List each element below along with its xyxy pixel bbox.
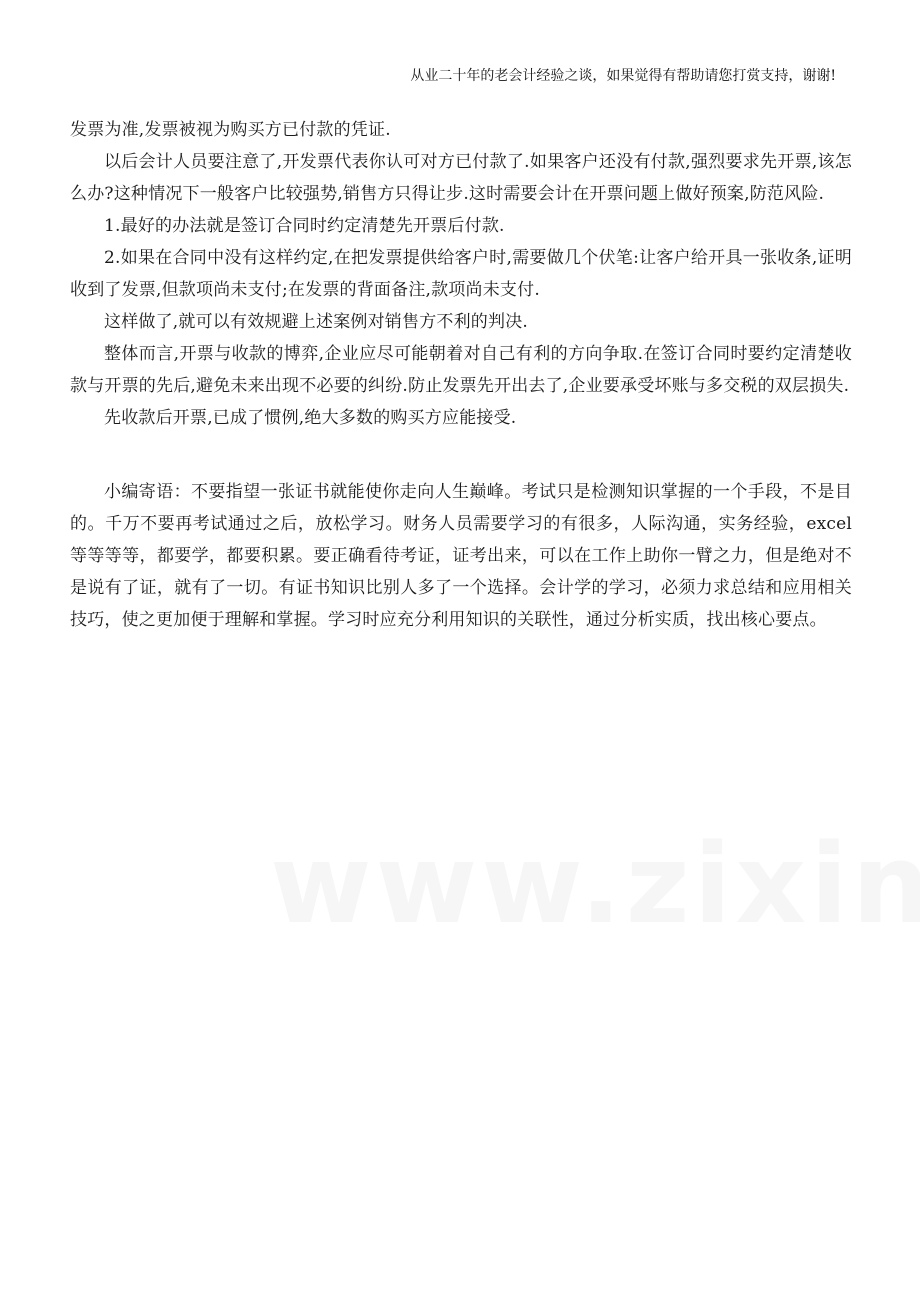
paragraph-4: 2.如果在合同中没有这样约定,在把发票提供给客户时,需要做几个伏笔:让客户给开具一张收条,证明收到了发票,但款项尚未支付;在发票的背面备注,款项尚未支付. xyxy=(70,248,852,300)
paragraph-2: 以后会计人员要注意了,开发票代表你认可对方已付款了.如果客户还没有付款,强烈要求先开票,该怎么办?这种情况下一般客户比较强势,销售方只得让步.这时需要会计在开票问题上做好预案,防范风险. xyxy=(70,152,852,204)
watermark xyxy=(270,820,920,948)
paragraph-3: 1.最好的办法就是签订合同时约定清楚先开票后付款. xyxy=(104,216,505,236)
paragraph-5: 这样做了,就可以有效规避上述案例对销售方不利的判决. xyxy=(104,312,529,332)
paragraph-1: 发票为准,发票被视为购买方已付款的凭证. xyxy=(70,120,391,140)
editor-note: 小编寄语：不要指望一张证书就能使你走向人生巅峰。考试只是检测知识掌握的一个手段，不是目的。千万不要再考试通过之后，放松学习。财务人员需要学习的有很多，人际沟通，实务经验，excel等等等等，都要学，都要积累。要正确看待考证，证考出来，可以在工作上助你一臂之力，但是绝对不是说有了证，就有了一切。有证书知识比别人多了一个选择。会计学的学习，必须力求总结和应用相关技巧，使之更加便于理解和掌握。学习时应充分利用知识的关联性，通过分析实质，找出核心要点。 xyxy=(70,482,852,630)
paragraph-6: 整体而言,开票与收款的博弈,企业应尽可能朝着对自己有利的方向争取.在签订合同时要约定清楚收款与开票的先后,避免未来出现不必要的纠纷.防止发票先开出去了,企业要承受坏账与多交税的双层损失. xyxy=(70,344,852,396)
document-body xyxy=(70,114,852,636)
header-note: 从业二十年的老会计经验之谈，如果觉得有帮助请您打赏支持，谢谢! xyxy=(410,68,836,84)
paragraph-7: 先收款后开票,已成了惯例,绝大多数的购买方应能接受. xyxy=(104,408,517,428)
